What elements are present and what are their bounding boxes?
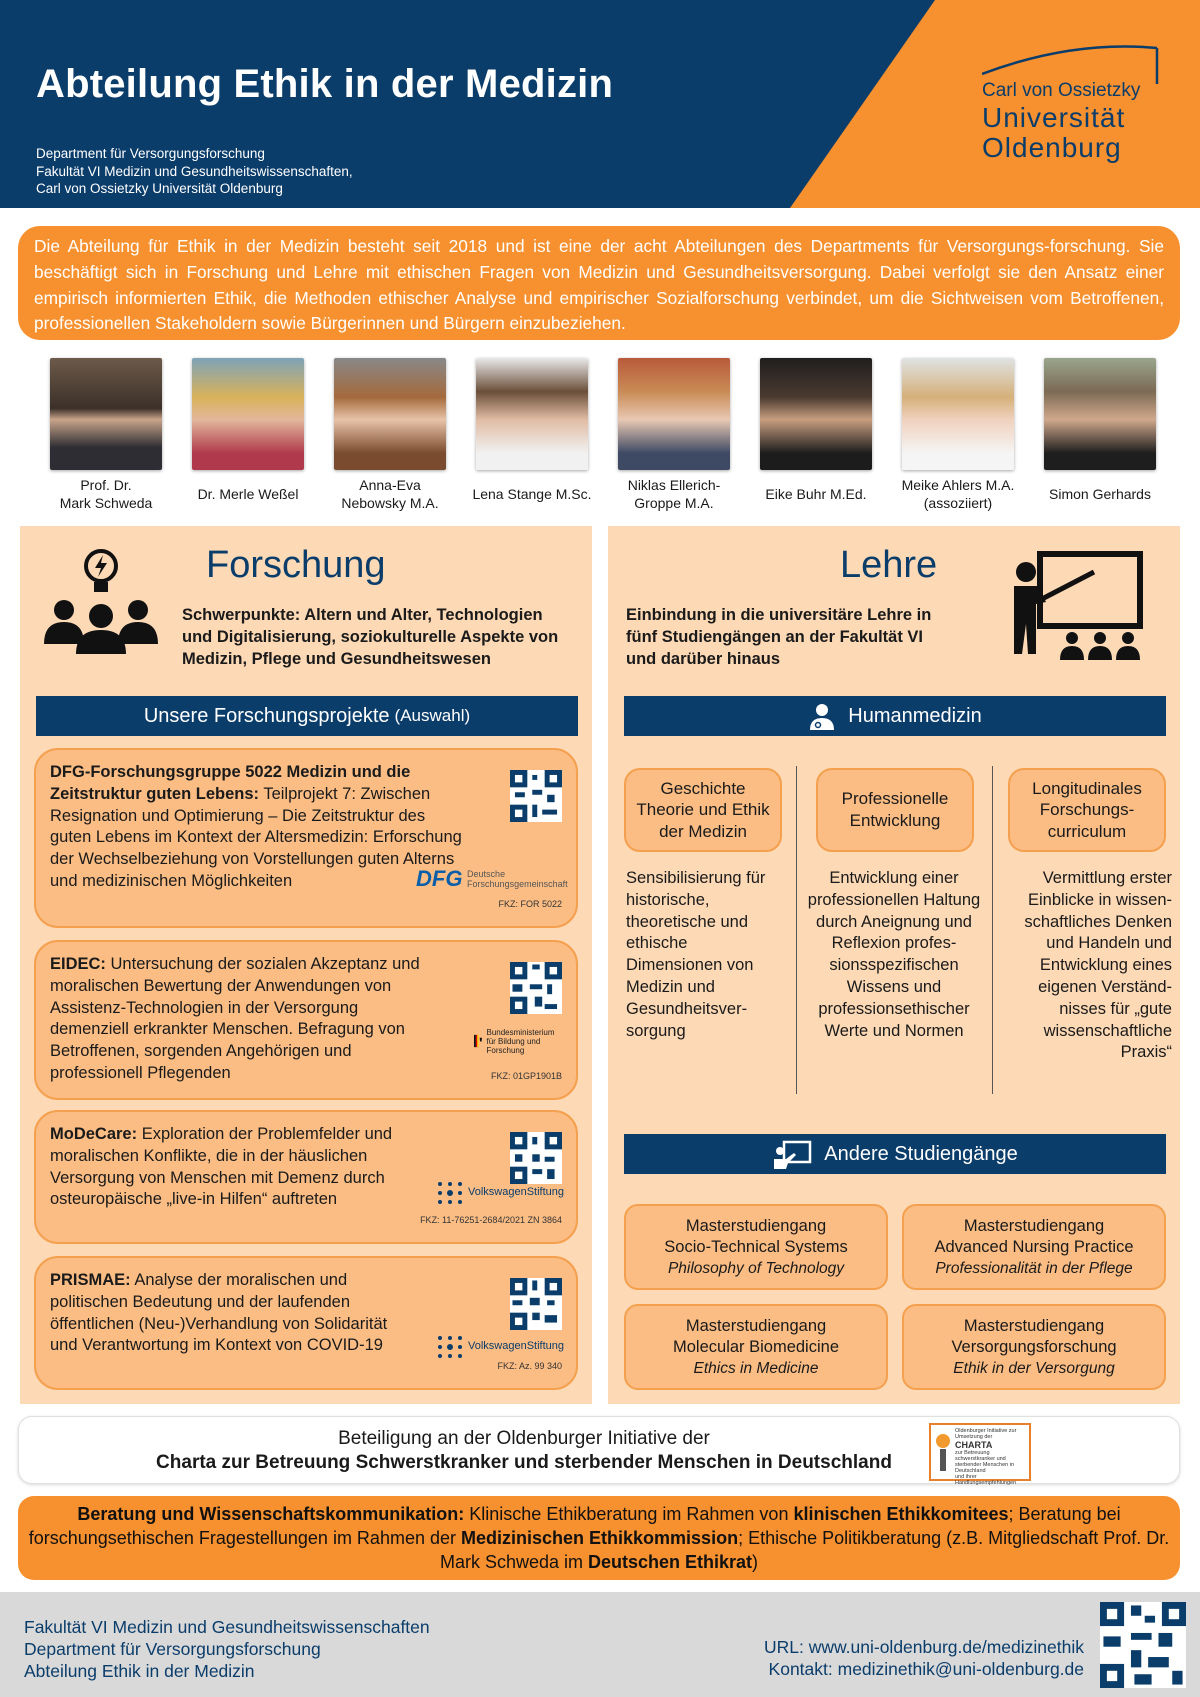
forschung-title: Forschung: [206, 544, 386, 586]
eagle-icon: [474, 1028, 483, 1054]
fkz-label: FKZ: FOR 5022: [498, 899, 562, 910]
portrait-photo: [1044, 358, 1156, 470]
team-member: Anna-Eva Nebowsky M.A.: [325, 358, 455, 512]
bmbf-logo: Bundesministerium für Bildung und Forschung: [474, 1028, 564, 1055]
qr-code-icon: [510, 962, 562, 1014]
course-description: Sensibilisierung für historische, theoretische und ethische Dimensionen von Medizin und Gesundheitsver-sorgung: [626, 869, 766, 1040]
portrait-photo: [618, 358, 730, 470]
master-program: Masterstudiengang Socio-Technical Systems Philosophy of Technology: [624, 1204, 888, 1290]
fkz-label: FKZ: Az. 99 340: [497, 1361, 562, 1372]
header-subtitle: Department für Versorgungsforschung Fakultät VI Medizin und Gesundheitswissenschaften, Carl von Ossietzky Universität Oldenburg: [36, 146, 353, 196]
logo-arc: [982, 44, 1172, 84]
forschung-panel: [20, 526, 592, 1404]
qr-code-icon: [510, 770, 562, 822]
footer-address: Fakultät VI Medizin und Gesundheitswissenschaften Department für Versorgungsforschung Abteilung Ethik in der Medizin: [24, 1617, 430, 1681]
team-member: Eike Buhr M.Ed.: [751, 358, 881, 512]
dots-icon: [436, 1334, 464, 1360]
project-card: PRISMAE: Analyse der moralischen und politischen Bedeutung und der laufenden öffentlichen (Neu-)Verhandlung von Solidarität und Verantwortung im Kontext von COVID-19 VolkswagenStiftung FKZ: Az. 99 340: [34, 1256, 578, 1390]
course-box: Professionelle Entwicklung: [816, 768, 974, 852]
humanmedizin-bar: Humanmedizin: [624, 696, 1166, 736]
lehre-lead: Einbindung in die universitäre Lehre in fünf Studiengängen an der Fakultät VI und darüber hinaus: [626, 606, 932, 668]
charta-box: Beteiligung an der Oldenburger Initiative der Charta zur Betreuung Schwerstkranker und sterbender Menschen in Deutschland Oldenburger Initiative zur Umsetzung der CHARTA zur Betreuung schwerstkranker und sterbender Menschen in Deutschland und ihrer Handlungsempfehlungen: [18, 1416, 1180, 1484]
team-member: Simon Gerhards: [1035, 358, 1165, 512]
fkz-label: FKZ: 11-76251-2684/2021 ZN 3864: [420, 1215, 562, 1226]
course-description: Vermittlung erster Einblicke in wissen-schaftliches Denken und Handeln und Entwicklung eines eigenen Verständ-nisses für „gute wissenschaftliche Praxis“: [1024, 869, 1172, 1062]
course-box: Geschichte Theorie und Ethik der Medizin: [624, 768, 782, 852]
portrait-photo: [50, 358, 162, 470]
project-card: EIDEC: Untersuchung der sozialen Akzeptanz und moralischen Bewertung der Anwendungen von Assistenz-Technologien in der Versorgung demenziell erkrankter Menschen. Befragung von Betroffenen, sorgenden Angehörigen und professionell Pflegenden Bundesministerium für Bildung und Forschung FKZ: 01GP1901B: [34, 940, 578, 1100]
dfg-logo: DFG Deutsche Forschungsgemeinschaft: [416, 866, 568, 891]
portrait-photo: [476, 358, 588, 470]
portrait-photo: [334, 358, 446, 470]
teacher-icon: [1010, 550, 1150, 666]
andere-studiengaenge-bar: Andere Studiengänge: [624, 1134, 1166, 1174]
qr-code-icon: [510, 1278, 562, 1330]
presentation-icon: [772, 1139, 812, 1169]
lehre-panel: [608, 526, 1180, 1404]
portrait-photo: [760, 358, 872, 470]
project-card: DFG-Forschungsgruppe 5022 Medizin und die Zeitstruktur guten Lebens: Teilprojekt 7: Zwischen Resignation und Optimierung – Die Zeitstruktur des guten Lebens im Kontext der Altersmedizin: Erforschung der Wechselbeziehung von Vorstellungen guten Alterns und medizinischen Möglichkeiten DFG Deutsche Forschungsgemeinschaft FKZ: FOR 5022: [34, 748, 578, 928]
portrait-photo: [902, 358, 1014, 470]
team-member: Prof. Dr. Mark Schweda: [41, 358, 171, 512]
charta-logo: Oldenburger Initiative zur Umsetzung der CHARTA zur Betreuung schwerstkranker und sterbender Menschen in Deutschland und ihrer Handlungsempfehlungen: [929, 1423, 1031, 1481]
column-divider: [992, 766, 993, 1094]
master-program: Masterstudiengang Advanced Nursing Practice Professionalität in der Pflege: [902, 1204, 1166, 1290]
volkswagenstiftung-logo: VolkswagenStiftung: [436, 1334, 564, 1360]
master-program: Masterstudiengang Molecular Biomedicine Ethics in Medicine: [624, 1304, 888, 1390]
footer: [0, 1592, 1200, 1697]
intro-text: Die Abteilung für Ethik in der Medizin besteht seit 2018 und ist eine der acht Abteilungen des Departments für Versorgungs-forschung. Sie beschäftigt sich in Forschung und Lehre mit ethischen Fragen von Medizin und Gesundheitsversorgung. Dabei verfolgt sie den Ansatz einer empirisch informierten Ethik, die Methoden ethischer Analyse und empirischer Sozialforschung verbindet, um die Sichtweisen vom Betroffenen, professionellen Stakeholdern sowie Bürgerinnen und Bürgern einzubeziehen.: [18, 226, 1180, 340]
course-box: Longitudinales Forschungs-curriculum: [1008, 768, 1166, 852]
page-title: Abteilung Ethik in der Medizin: [36, 62, 614, 106]
course-description: Entwicklung einer professionellen Haltung durch Aneignung und Reflexion profes-sionsspezifischen Wissens und professionsethischer Werte und Normen: [807, 869, 981, 1040]
team-member: Niklas Ellerich- Groppe M.A.: [609, 358, 739, 512]
charta-flame-icon: [934, 1431, 952, 1475]
university-logo: Carl von Ossietzky Universität Oldenburg: [982, 44, 1172, 164]
dots-icon: [436, 1180, 464, 1206]
portrait-photo: [192, 358, 304, 470]
footer-url[interactable]: URL: www.uni-oldenburg.de/medizinethik: [763, 1637, 1084, 1657]
fkz-label: FKZ: 01GP1901B: [490, 1071, 562, 1082]
project-card: MoDeCare: Exploration der Problemfelder und moralischen Konflikte, die in der häuslichen Versorgung von Menschen mit Demenz durch osteuropäische „live-in Hilfen“ auftreten VolkswagenStiftung FKZ: 11-76251-2684/2021 ZN 3864: [34, 1110, 578, 1244]
beratung-box: Beratung und Wissenschaftskommunikation: Klinische Ethikberatung im Rahmen von klinischen Ethikkomitees; Beratung bei forschungsethischen Fragestellungen im Rahmen der Medizinischen Ethikkommission; Ethische Politikberatung (z.B. Mitgliedschaft Prof. Dr. Mark Schweda im Deutschen Ethikrat): [18, 1496, 1180, 1580]
team-member: Meike Ahlers M.A. (assoziiert): [893, 358, 1023, 512]
forschungsprojekte-bar: Unsere Forschungsprojekte (Auswahl): [36, 696, 578, 736]
footer-contact: [764, 1636, 1084, 1680]
research-team-icon: [42, 546, 160, 658]
footer-qr-code-icon: [1100, 1602, 1186, 1688]
lehre-title: Lehre: [840, 544, 938, 586]
doctor-icon: [808, 702, 836, 730]
team-member: Dr. Merle Weßel: [183, 358, 313, 512]
header: [0, 0, 1200, 208]
footer-email[interactable]: Kontakt: medizinethik@uni-oldenburg.de: [768, 1659, 1084, 1679]
master-program: Masterstudiengang Versorgungsforschung Ethik in der Versorgung: [902, 1304, 1166, 1390]
column-divider: [796, 766, 797, 1094]
team-member: Lena Stange M.Sc.: [467, 358, 597, 512]
volkswagenstiftung-logo: VolkswagenStiftung: [436, 1180, 564, 1206]
qr-code-icon: [510, 1132, 562, 1184]
forschung-lead: Schwerpunkte: Altern und Alter, Technologien und Digitalisierung, soziokulturelle Aspekte von Medizin, Pflege und Gesundheitswesen: [182, 606, 559, 668]
